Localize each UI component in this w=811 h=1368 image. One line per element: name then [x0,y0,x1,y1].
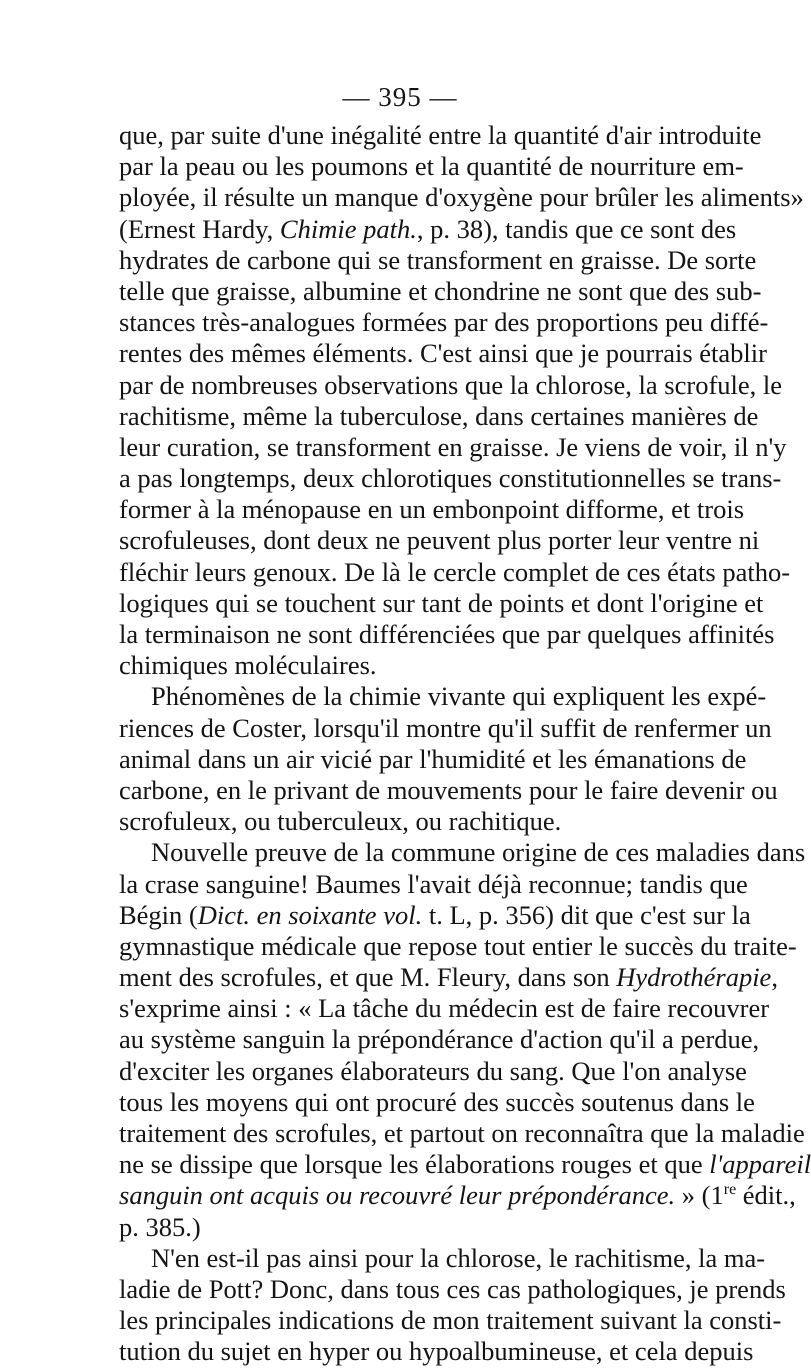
text-segment: riences de Coster, lorsqu'il montre qu'il suffit de renfermer un [119,712,772,743]
text-line [119,400,759,432]
text-segment: par de nombreuses observations que la chlorose, la scrofule, le [119,369,783,400]
text-segment: (Ernest Hardy, [119,213,280,244]
text-line [119,993,770,1024]
text-segment: logiques qui se touchent sur tant de points et dont l'origine et [119,587,764,618]
text-line [119,275,762,307]
text-segment: édit., [736,1180,796,1211]
text-line [119,494,745,525]
text-segment: chimiques moléculaires. [119,650,377,681]
text-line [119,1055,747,1087]
text-segment: a pas longtemps, deux chlorotiques constitutionnelles se trans- [119,463,782,494]
text-segment: » (1 [675,1180,724,1211]
text-line [119,1118,805,1149]
text-line [119,1149,811,1180]
body-text [119,120,811,1368]
text-segment: scrofuleux, ou tuberculeux, ou rachitique. [119,806,562,837]
text-line [119,806,683,837]
text-segment: re [723,1181,737,1199]
text-line [119,930,797,962]
text-segment: Dict. en soixante vol. [197,899,423,930]
text-segment: rachitisme, même la tuberculose, dans certaines manières de [119,400,759,431]
text-line [119,1180,796,1211]
text-line [119,1336,754,1367]
text-segment: stances très-analogues formées par des proportions peu diffé- [119,307,769,338]
text-segment: fléchir leurs genoux. De là le cercle complet de ces états patho- [119,556,791,587]
text-line [119,774,778,806]
text-line [119,463,782,494]
text-segment: p. 385.) [119,1211,201,1242]
text-line [119,338,767,369]
text-segment: sanguin ont acquis ou recouvré leur prépondérance. [119,1180,676,1211]
text-line [119,1024,760,1055]
text-line [119,120,762,151]
page-number: — 395 — [342,82,458,112]
text-segment: Phénomènes de la chimie vivante qui expliquent les expé- [151,681,767,712]
text-segment: les principales indications de mon traitement suivant la consti- [119,1305,782,1336]
text-segment: traitement des scrofules, et partout on reconnaîtra que la maladie [119,1118,805,1148]
text-line [119,1212,683,1243]
text-line [119,151,744,182]
text-line [119,899,751,931]
text-line [119,369,783,401]
text-segment: tution du sujet en hyper ou hypoalbumineuse, et cela depuis [119,1336,754,1367]
text-segment: ployée, il résulte un manque d'oxygène pour brûler les aliments» [119,182,804,213]
text-line [119,650,683,681]
text-segment: s'exprime ainsi : « La tâche du médecin est de faire recouvrer [119,993,770,1024]
text-segment: que, par suite d'une inégalité entre la quantité d'air introduite [119,120,762,150]
text-line [119,1086,755,1118]
text-segment: la crase sanguine! Baumes l'avait déjà reconnue; tandis que [119,868,748,899]
text-line [119,681,767,712]
text-line [119,556,791,588]
text-segment: Hydrothérapie [616,962,772,993]
text-segment: hydrates de carbone qui se transforment en graisse. De sorte [119,244,757,275]
text-line [119,587,764,619]
text-segment: leur curation, se transforment en graisse. Je viens de voir, il n'y [119,431,787,462]
text-line [119,525,760,556]
text-segment: ne se dissipe que lorsque les élaborations rouges et que [119,1149,710,1180]
text-line [119,962,778,993]
text-segment: la terminaison ne sont différenciées que par quelques affinités [119,619,775,649]
text-segment: , p. 38), tandis que ce sont des [416,213,737,244]
text-line [119,1305,782,1336]
text-line [119,244,757,276]
text-segment: N'en est-il pas ainsi pour la chlorose, le rachitisme, la ma- [151,1242,766,1273]
text-segment: scrofuleuses, dont deux ne peuvent plus porter leur ventre ni [119,525,760,556]
text-segment: tous les moyens qui ont procuré des succès soutenus dans le [119,1086,755,1117]
text-segment: ment des scrofules, et que M. Fleury, dans son [119,962,617,993]
text-segment: gymnastique médicale que repose tout entier le succès du traite- [119,930,797,961]
text-segment: former à la ménopause en un embonpoint difforme, et trois [119,494,745,525]
text-line [119,712,772,744]
text-line [119,213,737,245]
text-line [119,743,747,775]
text-line [119,431,787,463]
text-segment: rentes des mêmes éléments. C'est ainsi que je pourrais établir [119,338,767,369]
text-line [119,837,806,868]
text-line [119,307,769,338]
text-line [119,182,804,213]
text-segment: animal dans un air vicié par l'humidité et les émanations de [119,743,747,774]
text-segment: , [771,962,778,993]
text-segment: t. L, p. 356) dit que c'est sur la [422,899,751,930]
text-segment: telle que graisse, albumine et chondrine ne sont que des sub- [119,275,762,306]
text-segment: au système sanguin la prépondérance d'action qu'il a perdue, [119,1024,760,1055]
text-line [119,1242,766,1274]
text-segment: par la peau ou les poumons et la quantité de nourriture em- [119,151,744,182]
text-segment: Chimie path. [279,213,417,244]
text-segment: ladie de Pott? Donc, dans tous ces cas pathologiques, je prends [119,1273,786,1304]
text-segment: Bégin ( [119,899,198,930]
text-segment: l'appareil [709,1149,811,1180]
text-line [119,619,775,650]
text-segment: Nouvelle preuve de la commune origine de ces maladies dans [151,837,806,868]
text-segment: d'exciter les organes élaborateurs du sang. Que l'on analyse [119,1055,747,1086]
text-segment: carbone, en le privant de mouvements pour le faire devenir ou [119,774,778,805]
text-line [119,868,748,900]
text-line [119,1273,786,1305]
